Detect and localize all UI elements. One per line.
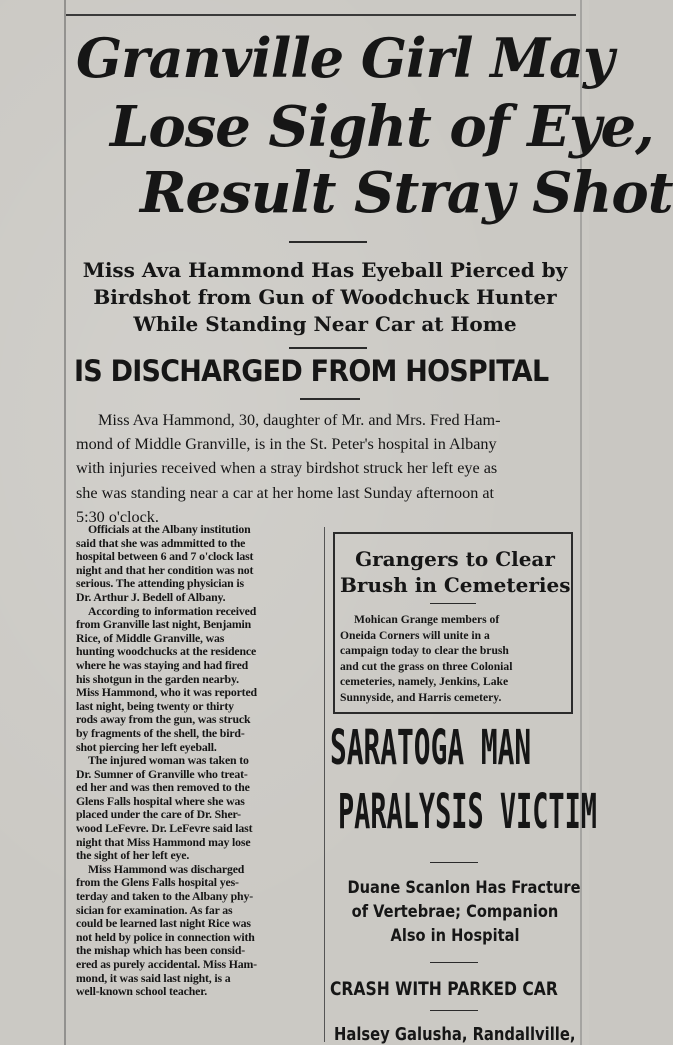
body-line: from Granville last night, Benjamin	[76, 617, 252, 632]
saratoga-deck-line: Also in Hospital	[390, 926, 520, 946]
body-line: terday and taken to the Albany phy-	[76, 889, 253, 904]
body-line: Dr. Arthur J. Bedell of Albany.	[76, 589, 226, 604]
body-line: placed under the care of Dr. Sher-	[76, 807, 241, 822]
box-line: cemeteries, namely, Jenkins, Lake	[340, 675, 509, 689]
saratoga-deck-line: Duane Scanlon Has Fracture	[347, 878, 581, 898]
box-line: campaign today to clear the brush	[340, 644, 509, 658]
body-line: hunting woodchucks at the residence	[76, 644, 257, 659]
banner-rule	[300, 398, 360, 400]
body-line: from the Glens Falls hospital yes-	[76, 875, 239, 890]
box-story-body	[340, 612, 570, 706]
body-line: serious. The attending physician is	[76, 576, 244, 591]
body-line: the mishap which has been consid-	[76, 943, 246, 958]
body-line: wood LeFevre. Dr. LeFevre said last	[76, 821, 253, 836]
body-line: last night, being twenty or thirty	[76, 698, 234, 713]
body-line: not held by police in connection with	[76, 929, 255, 944]
lead-line: with injuries received when a stray birdshot struck her left eye as	[76, 459, 498, 478]
body-line: ered as purely accidental. Miss Ham-	[76, 957, 257, 971]
saratoga-deck-line: of Vertebrae; Companion	[351, 902, 559, 922]
body-line: said that she was admmitted to the	[76, 535, 246, 550]
box-line: and cut the grass on three Colonial	[340, 659, 513, 673]
headline-rule	[289, 241, 367, 243]
banner-headline: IS DISCHARGED FROM HOSPITAL	[74, 354, 549, 388]
body-line: shot piercing her left eyeball.	[76, 739, 217, 754]
box-title-line-1: Grangers to Clear	[355, 547, 555, 571]
headline-line-1: Granville Girl May	[76, 26, 614, 90]
body-line: well-known school teacher.	[76, 984, 207, 999]
body-line: Rice, of Middle Granville, was	[76, 630, 225, 645]
lead-line: Miss Ava Hammond, 30, daughter of Mr. and Mrs. Fred Ham-	[98, 411, 501, 429]
body-line: hospital between 6 and 7 o'clock last	[76, 549, 254, 564]
body-line: night that Miss Hammond may lose	[76, 834, 251, 849]
headline-deck	[70, 257, 580, 338]
saratoga-subhead: CRASH WITH PARKED CAR	[330, 978, 558, 1000]
box-title-line-2: Brush in Cemeteries	[340, 573, 571, 597]
body-line: Dr. Sumner of Granville who treat-	[76, 766, 248, 781]
deck-rule	[289, 347, 367, 349]
body-line: night and that her condition was not	[76, 562, 254, 577]
saratoga-deck	[330, 876, 580, 948]
box-line: Mohican Grange members of	[354, 613, 500, 626]
body-line: where he was staying and had fired	[76, 657, 249, 672]
body-line: Miss Hammond, who it was reported	[76, 685, 257, 700]
lead-paragraph	[76, 408, 578, 529]
body-line: rods away from the gun, was struck	[76, 712, 251, 727]
body-line: Glens Falls hospital where she was	[76, 793, 245, 808]
lead-line: mond of Middle Granville, is in the St. Peter's hospital in Albany	[76, 435, 497, 454]
deck-line: Miss Ava Hammond Has Eyeball Pierced by	[82, 258, 568, 282]
body-line: Officials at the Albany institution	[88, 522, 251, 536]
saratoga-deck-rule	[430, 962, 478, 963]
column-rule	[324, 527, 325, 1042]
body-line: sician for examination. As far as	[76, 902, 233, 917]
article-body-column	[76, 523, 322, 999]
body-line: The injured woman was taken to	[88, 753, 249, 768]
saratoga-continued-text: Halsey Galusha, Randallville,	[334, 1024, 576, 1045]
headline-line-3: Result Stray Shot	[140, 160, 673, 226]
deck-line: Birdshot from Gun of Woodchuck Hunter	[93, 285, 557, 309]
deck-line: While Standing Near Car at Home	[133, 312, 517, 336]
body-line: mond, it was said last night, is a	[76, 970, 231, 985]
headline-line-2: Lose Sight of Eye,	[110, 94, 654, 160]
saratoga-headline-line-1: SARATOGA MAN	[330, 720, 532, 776]
box-rule	[430, 603, 476, 604]
lead-line: 5:30 o'clock.	[76, 507, 159, 526]
box-line: Oneida Corners will unite in a	[340, 628, 490, 642]
page-edge-left	[64, 0, 66, 1045]
body-line: the sight of her left eye.	[76, 848, 190, 863]
subhead-rule	[430, 1010, 478, 1011]
body-line: his shotgun in the garden nearby.	[76, 671, 239, 686]
body-line: by fragments of the shell, the bird-	[76, 725, 245, 740]
body-line: According to information received	[88, 603, 257, 618]
lead-line: she was standing near a car at her home last Sunday afternoon at	[76, 483, 495, 502]
body-line: ed her and was then removed to the	[76, 780, 250, 795]
body-line: Miss Hammond was discharged	[88, 861, 245, 876]
saratoga-headline-line-2: PARALYSIS VICTIM	[338, 784, 597, 840]
body-line: could be learned last night Rice was	[76, 916, 251, 931]
saratoga-rule	[430, 862, 478, 863]
box-line: Sunnyside, and Harris cemetery.	[340, 690, 502, 704]
top-rule	[66, 14, 576, 16]
